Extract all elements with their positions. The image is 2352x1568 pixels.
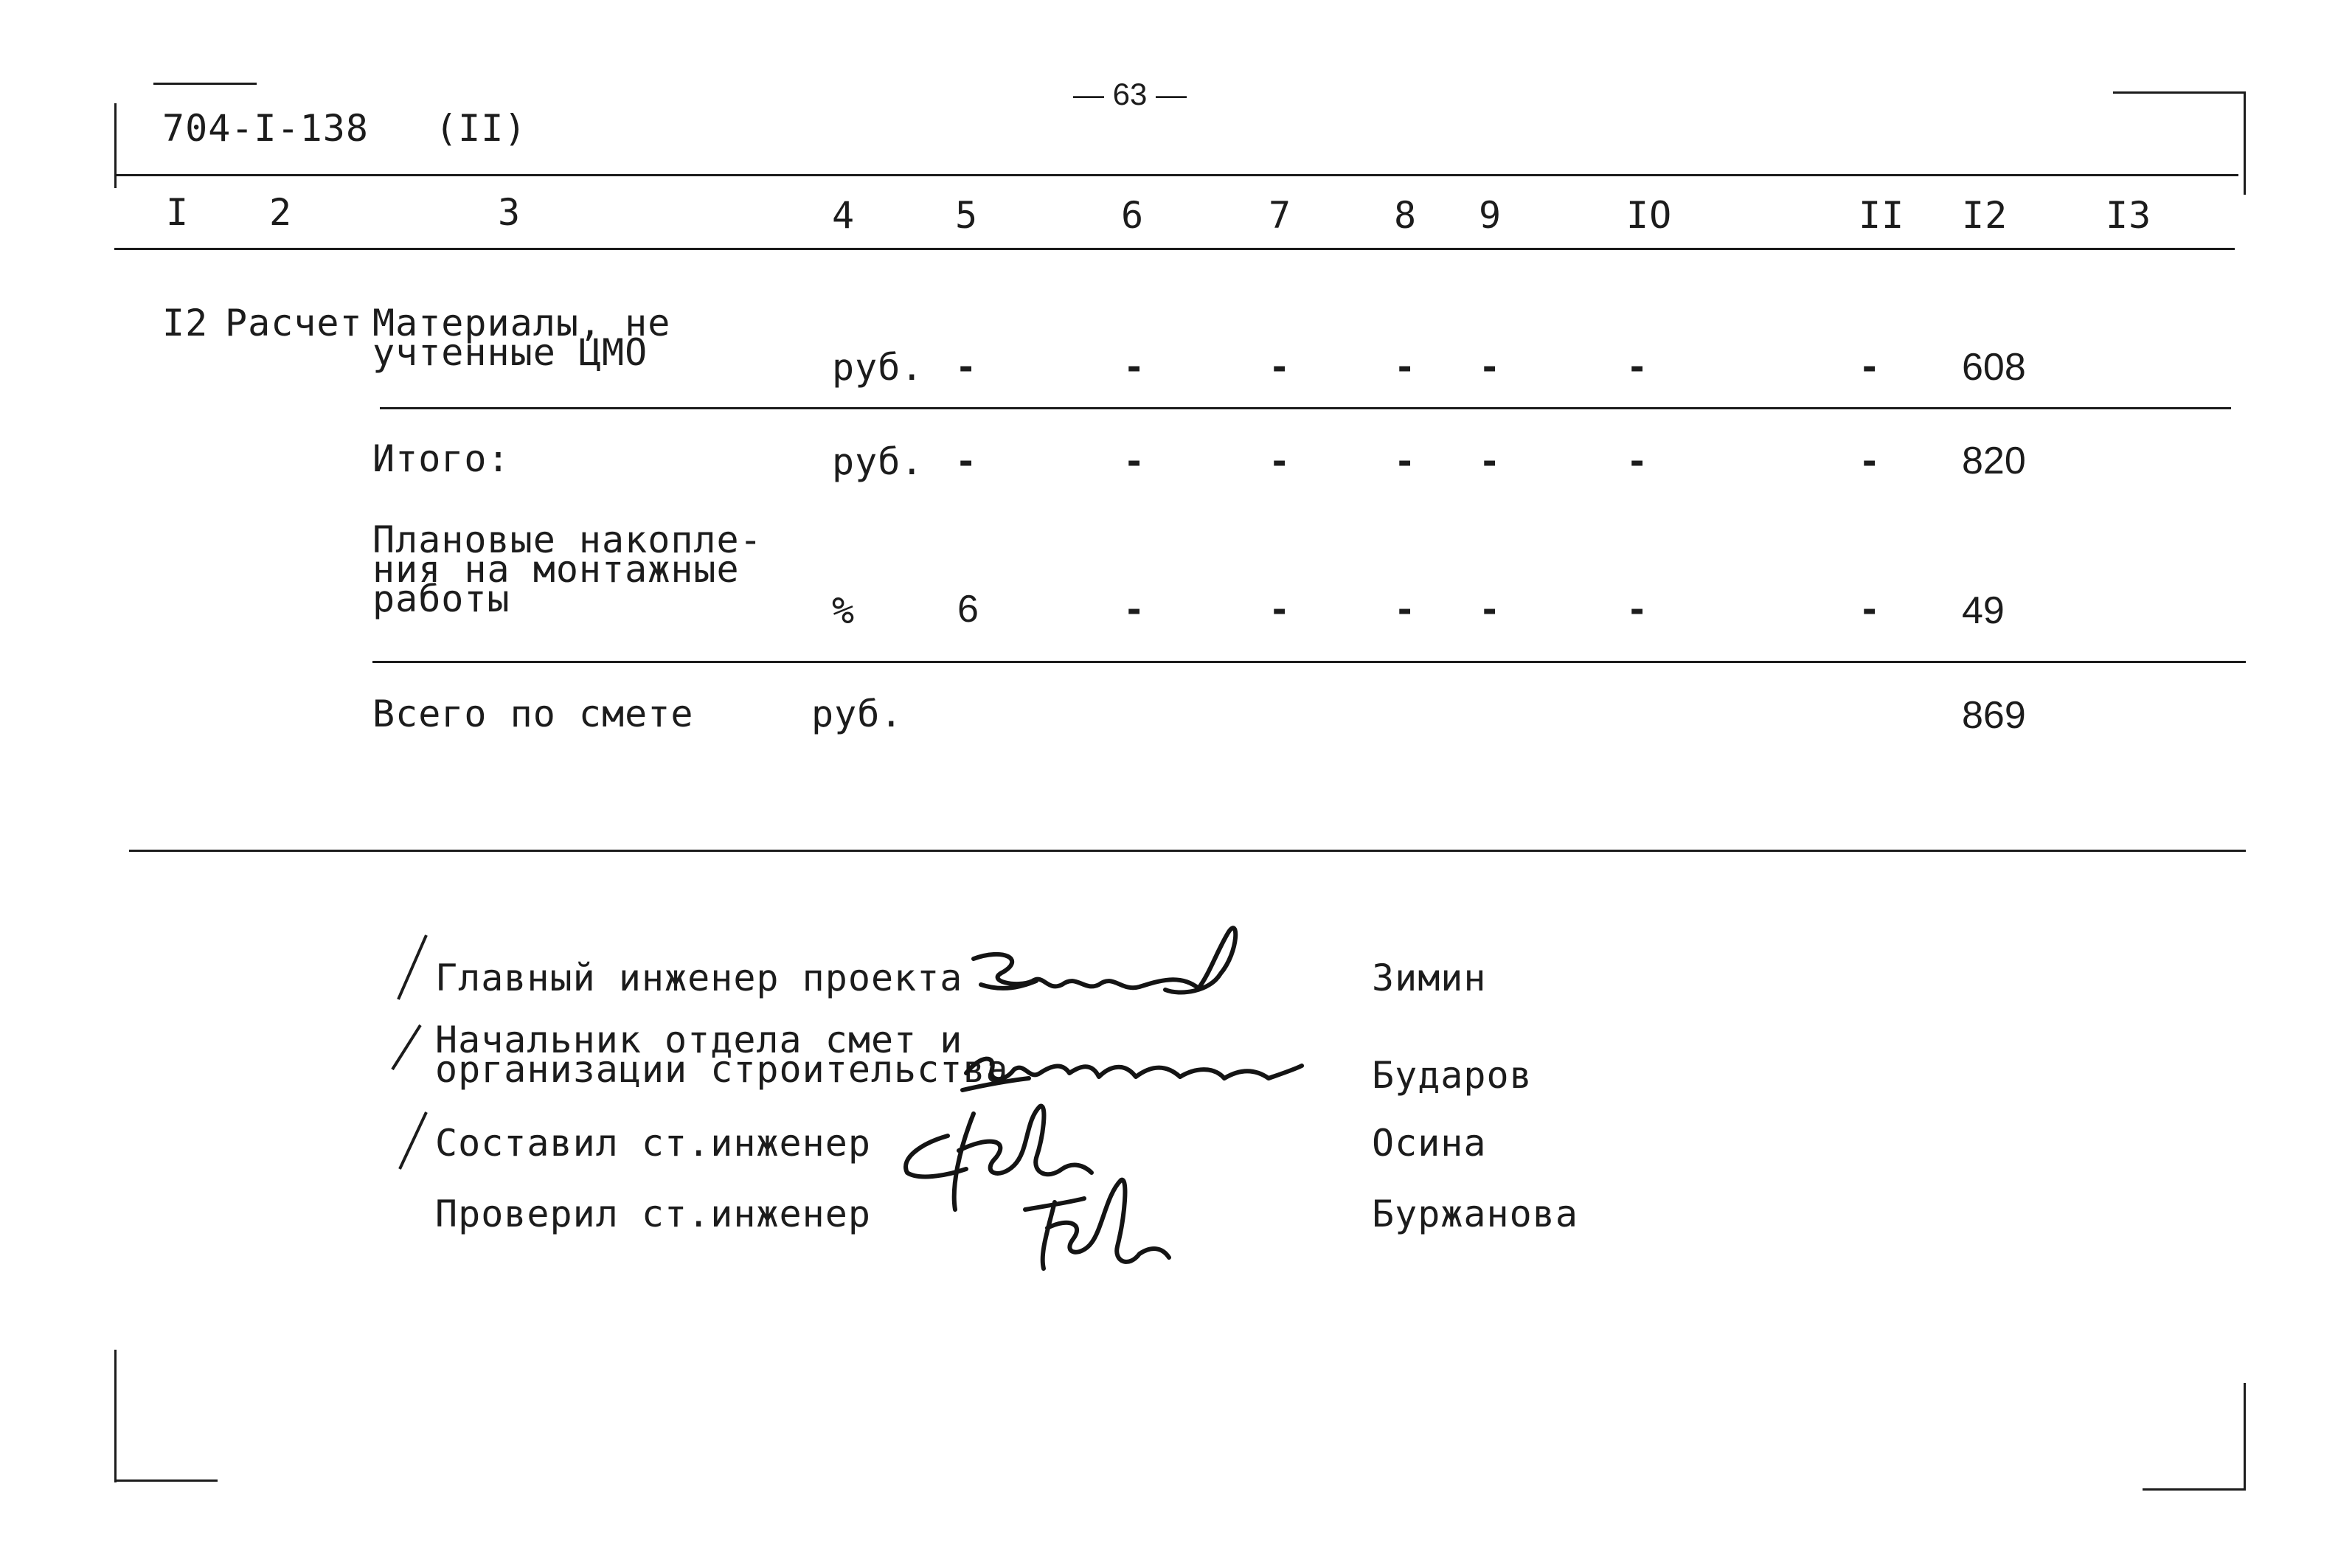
row-name: Плановые накопле- ния на монтажные работы — [372, 518, 763, 620]
frame-bottom-right — [2143, 1488, 2246, 1491]
row-unit: % — [832, 589, 856, 632]
row-name: Материалы, не учтенные ЦМО — [372, 302, 671, 374]
col-13-label: I3 — [2106, 194, 2152, 237]
page-number: — 63 — — [1073, 77, 1187, 111]
col-7-label: 7 — [1269, 194, 1292, 237]
col-5-value: - — [959, 341, 974, 389]
col-10-value: - — [1630, 341, 1645, 389]
col-12-value: 608 — [1962, 346, 2026, 389]
col-11-value: - — [1862, 341, 1877, 389]
document-part: (II) — [435, 107, 527, 150]
col-6-value: - — [1127, 584, 1142, 632]
col-7-value: - — [1272, 436, 1287, 484]
signature-name: Зимин — [1372, 957, 1487, 999]
col-1-label: I — [166, 191, 190, 234]
frame-bottom-left — [114, 1479, 218, 1482]
col-4-label: 4 — [832, 194, 856, 237]
signature-role: Главный инженер проекта — [435, 957, 963, 999]
col-10-label: IO — [1626, 194, 1673, 237]
col-7-value: - — [1272, 584, 1287, 632]
frame-left-bottom — [114, 1350, 117, 1482]
col-11-value: - — [1862, 584, 1877, 632]
col-9-value: - — [1482, 436, 1497, 484]
col-12-label: I2 — [1962, 194, 2008, 237]
col-6-label: 6 — [1121, 194, 1145, 237]
col-6-value: - — [1127, 341, 1142, 389]
row-unit: руб. — [832, 440, 924, 483]
col-12-value: 869 — [1962, 694, 2026, 737]
col-5-value: - — [959, 436, 974, 484]
row-name: Всего по смете — [372, 693, 694, 735]
row-name: Итого: — [372, 437, 510, 480]
col-8-value: - — [1398, 341, 1412, 389]
col-7-value: - — [1272, 341, 1287, 389]
col-9-label: 9 — [1479, 194, 1502, 237]
col-12-value: 49 — [1962, 589, 2005, 632]
col-5-label: 5 — [955, 194, 979, 237]
row-prefix-type: Расчет — [225, 302, 363, 344]
document-code: 704-I-138 — [162, 107, 369, 150]
col-12-value: 820 — [1962, 440, 2026, 482]
row-unit: руб. — [811, 693, 903, 735]
col-11-label: II — [1859, 194, 1905, 237]
col-10-value: - — [1630, 584, 1645, 632]
col-8-label: 8 — [1394, 194, 1418, 237]
signature-role: Проверил ст.инженер — [435, 1193, 871, 1235]
col-5-value: 6 — [957, 588, 979, 631]
col-8-value: - — [1398, 436, 1412, 484]
col-8-value: - — [1398, 584, 1412, 632]
signature-name: Буржанова — [1372, 1193, 1578, 1235]
row-unit: руб. — [832, 346, 924, 389]
frame-right-bottom — [2244, 1383, 2246, 1490]
col-3-label: 3 — [498, 191, 521, 234]
row-prefix-number: I2 — [162, 302, 209, 344]
signature-role: Составил ст.инженер — [435, 1122, 871, 1165]
col-2-label: 2 — [269, 191, 293, 234]
signature-name: Бударов — [1372, 1054, 1533, 1097]
signature-name: Осина — [1372, 1122, 1487, 1165]
col-11-value: - — [1862, 436, 1877, 484]
col-9-value: - — [1482, 341, 1497, 389]
col-6-value: - — [1127, 436, 1142, 484]
col-10-value: - — [1630, 436, 1645, 484]
col-9-value: - — [1482, 584, 1497, 632]
signature-role: Начальник отдела смет и организации строительства — [435, 1019, 1009, 1091]
